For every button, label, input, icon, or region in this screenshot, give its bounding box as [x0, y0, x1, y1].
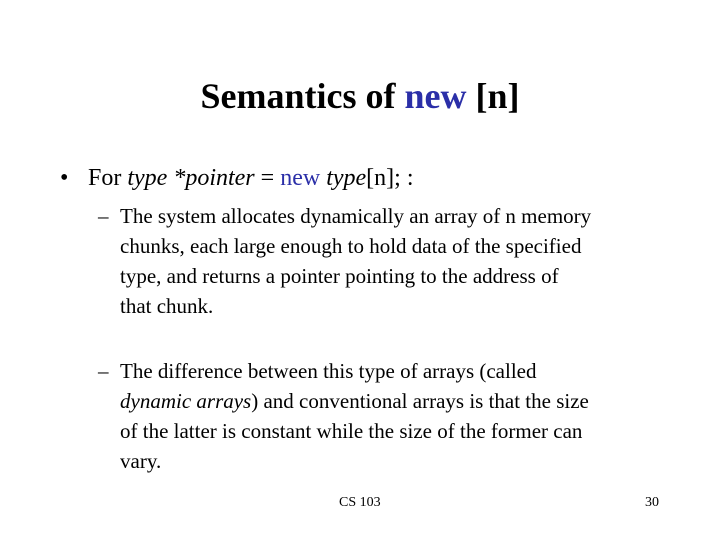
bullet-keyword-new: new	[280, 165, 321, 191]
sub-bullet-marker: –	[98, 204, 109, 228]
sub-bullet-difference	[98, 356, 678, 476]
sub-bullet-line: of the latter is constant while the size of the former can	[120, 419, 583, 443]
sub-bullet-line: that chunk.	[120, 294, 214, 318]
bullet-marker: •	[60, 165, 69, 191]
sub-bullet-line-rest: ) and conventional arrays is that the size	[251, 389, 589, 413]
bullet-type-pointer: type *pointer	[127, 165, 255, 191]
sub-bullet-line: chunks, each large enough to hold data of the specified	[120, 234, 582, 258]
sub-bullet-line: The system allocates dynamically an array of n memory	[120, 204, 592, 228]
main-bullet	[60, 162, 414, 194]
bullet-prefix: For	[88, 165, 128, 191]
bullet-equals: =	[254, 165, 281, 191]
footer-course: CS 103	[339, 495, 381, 510]
bullet-type-word: type	[326, 165, 367, 191]
sub-bullet-line	[98, 386, 678, 416]
dynamic-arrays-term: dynamic arrays	[120, 389, 252, 413]
footer-page-number: 30	[645, 495, 659, 510]
sub-bullet-line: vary.	[120, 449, 162, 473]
sub-bullet-line: type, and returns a pointer pointing to the address of	[120, 264, 559, 288]
title-suffix: [n]	[466, 76, 520, 116]
sub-bullet-line: The difference between this type of arrays (called	[120, 359, 537, 383]
slide-title	[0, 72, 720, 120]
title-prefix: Semantics of	[200, 76, 405, 116]
sub-bullet-marker: –	[98, 359, 109, 383]
bullet-suffix: [n]; :	[366, 165, 414, 191]
title-keyword-new: new	[404, 76, 467, 116]
sub-bullet-allocation	[98, 201, 678, 321]
